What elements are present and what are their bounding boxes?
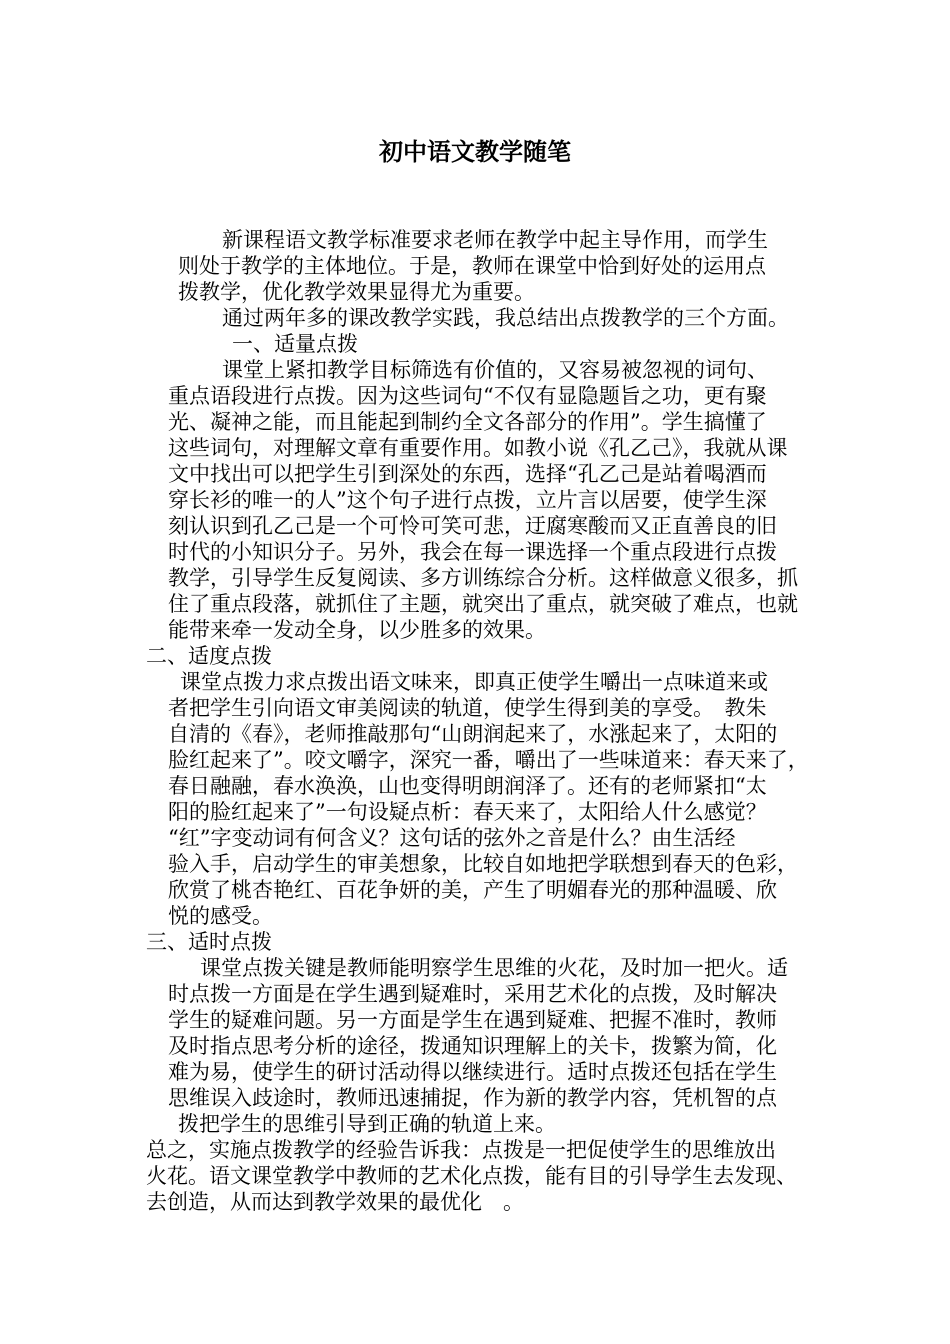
text-line: 光、凝神之能，而且能起到制约全文各部分的作用”。学生搞懂了	[168, 410, 767, 434]
text-line: “红”字变动词有何含义？这句话的弦外之音是什么？由生活经	[168, 826, 736, 850]
text-line: 脸红起来了”。咬文嚼字，深究一番，嚼出了一些味道来：春天来了，	[168, 748, 809, 772]
text-line: 通过两年多的课改教学实践，我总结出点拨教学的三个方面。	[222, 306, 789, 330]
section-heading: 一、适量点拨	[232, 332, 358, 356]
text-line: 则处于教学的主体地位。于是，教师在课堂中恰到好处的运用点	[178, 254, 766, 278]
text-line: 文中找出可以把学生引到深处的东西，选择“孔乙己是站着喝酒而	[168, 462, 767, 486]
text-line: 教学，引导学生反复阅读、多方训练综合分析。这样做意义很多，抓	[168, 566, 798, 590]
text-line: 学生的疑难问题。另一方面是学生在遇到疑难、把握不准时，教师	[168, 1008, 777, 1032]
text-line: 课堂点拨力求点拨出语文味来，即真正使学生嚼出一点味道来或	[180, 670, 768, 694]
text-line: 及时指点思考分析的途径，拨通知识理解上的关卡，拨繁为简，化	[168, 1034, 777, 1058]
text-line: 春日融融，春水涣涣，山也变得明朗润泽了。还有的老师紧扣“太	[168, 774, 767, 798]
text-line: 阳的脸红起来了”一句设疑点析：春天来了，太阳给人什么感觉？	[168, 800, 767, 824]
text-line: 自清的《春》，老师推敲那句“山朗润起来了，水涨起来了，太阳的	[168, 722, 778, 746]
section-heading: 三、适时点拨	[146, 930, 272, 954]
text-line: 时代的小知识分子。另外，我会在每一课选择一个重点段进行点拨	[168, 540, 777, 564]
text-line: 火花。语文课堂教学中教师的艺术化点拨，能有目的引导学生去发现、	[146, 1164, 797, 1188]
text-line: 欣赏了桃杏艳红、百花争妍的美，产生了明媚春光的那种温暖、欣	[168, 878, 777, 902]
text-line: 穿长衫的唯一的人”这个句子进行点拨，立片言以居要，使学生深	[168, 488, 767, 512]
text-line: 悦的感受。	[168, 904, 273, 928]
text-line: 去创造，从而达到教学效果的最优化 。	[146, 1190, 524, 1214]
text-line: 时点拨一方面是在学生遇到疑难时，采用艺术化的点拨，及时解决	[168, 982, 777, 1006]
text-line: 课堂点拨关键是教师能明察学生思维的火花，及时加一把火。适	[200, 956, 788, 980]
text-line: 拨把学生的思维引导到正确的轨道上来。	[178, 1112, 556, 1136]
text-line: 能带来牵一发动全身，以少胜多的效果。	[168, 618, 546, 642]
text-line: 拨教学，优化教学效果显得尤为重要。	[178, 280, 535, 304]
text-line: 这些词句，对理解文章有重要作用。如教小说《孔乙己》，我就从课	[168, 436, 788, 460]
document-title: 初中语文教学随笔	[379, 137, 571, 166]
text-line: 难为易，使学生的研讨活动得以继续进行。适时点拨还包括在学生	[168, 1060, 777, 1084]
text-line: 新课程语文教学标准要求老师在教学中起主导作用，而学生	[222, 228, 768, 252]
text-line: 住了重点段落，就抓住了主题，就突出了重点，就突破了难点，也就	[168, 592, 798, 616]
text-line: 总之，实施点拨教学的经验告诉我：点拨是一把促使学生的思维放出	[146, 1138, 776, 1162]
text-line: 思维误入歧途时，教师迅速捕捉，作为新的教学内容，凭机智的点	[168, 1086, 777, 1110]
text-line: 者把学生引向语文审美阅读的轨道，使学生得到美的享受。 教朱	[168, 696, 767, 720]
text-line: 刻认识到孔乙己是一个可怜可笑可悲，迂腐寒酸而又正直善良的旧	[168, 514, 777, 538]
text-line: 重点语段进行点拨。因为这些词句“不仅有显隐题旨之功，更有聚	[168, 384, 767, 408]
text-line: 课堂上紧扣教学目标筛选有价值的，又容易被忽视的词句、	[222, 358, 768, 382]
text-line: 验入手，启动学生的审美想象，比较自如地把学联想到春天的色彩，	[168, 852, 798, 876]
section-heading: 二、适度点拨	[146, 644, 272, 668]
